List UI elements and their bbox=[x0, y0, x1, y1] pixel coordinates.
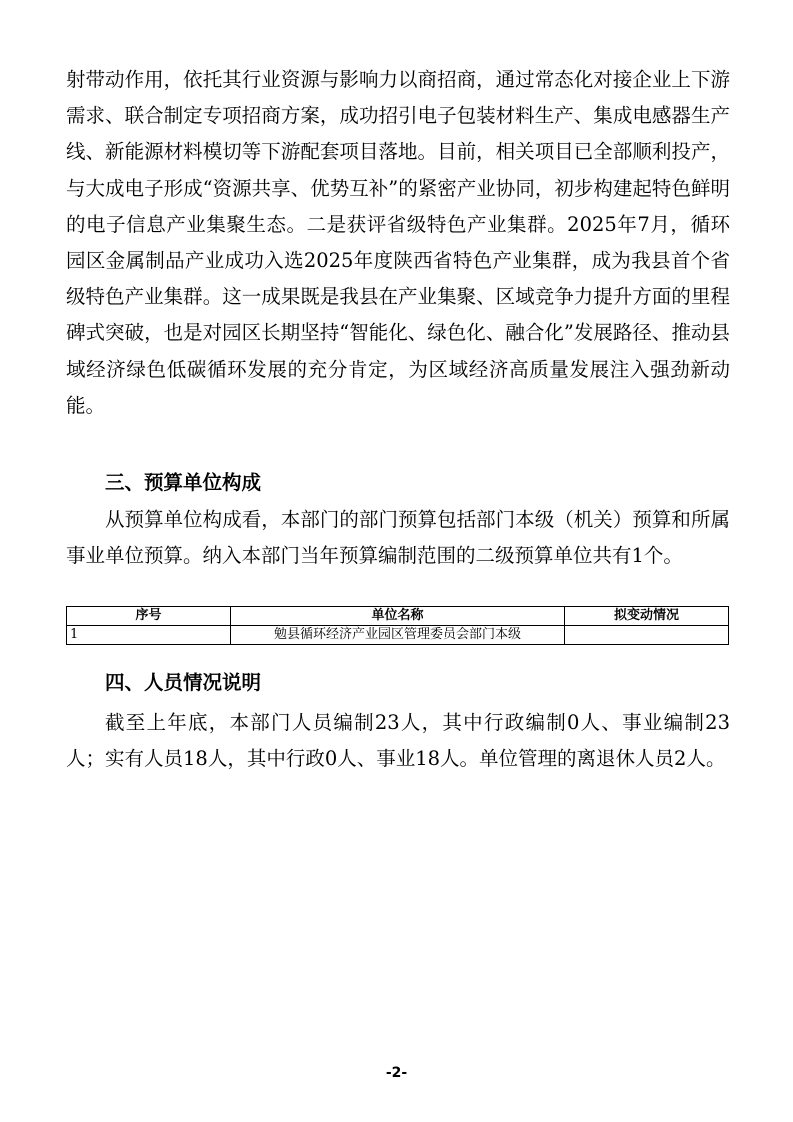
table-row bbox=[67, 626, 729, 645]
table-cell bbox=[565, 626, 729, 645]
table-header-row bbox=[67, 607, 729, 626]
section-heading-personnel: 四、人员情况说明 bbox=[105, 671, 262, 694]
column-header: 拟变动情况 bbox=[565, 607, 729, 626]
body-paragraph: 射带动作用，依托其行业资源与影响力以商招商，通过常态化对接企业上下游需求、联合制定专项招商方案，成功招引电子包装材料生产、集成电感器生产线、新能源材料模切等下游配套项目落地。目前，相关项目已全部顺利投产，与大成电子形成“资源共享、优势互补”的紧密产业协同，初步构建起特色鲜明的电子信息产业集聚生态。二是获评省级特色产业集群。2025年7月，循环园区金属制品产业成功入选2025年度陕西省特色产业集群，成为我县首个省级特色产业集群。这一成果既是我县在产业集聚、区域竞争力提升方面的里程碑式突破，也是对园区长期坚持“智能化、绿色化、融合化”发展路径、推动县域经济绿色低碳循环发展的充分肯定，为区域经济高质量发展注入强劲新动能。 bbox=[66, 68, 730, 417]
table-cell: 1 bbox=[67, 626, 231, 645]
section-heading-budget-units: 三、预算单位构成 bbox=[105, 471, 262, 494]
page-number: -2- bbox=[385, 1065, 408, 1081]
column-header: 单位名称 bbox=[231, 607, 565, 626]
table-cell: 勉县循环经济产业园区管理委员会部门本级 bbox=[231, 626, 565, 645]
budget-units-table bbox=[66, 606, 729, 645]
column-header: 序号 bbox=[67, 607, 231, 626]
body-paragraph: 从预算单位构成看，本部门的部门预算包括部门本级（机关）预算和所属事业单位预算。纳入本部门当年预算编制范围的二级预算单位共有1个。 bbox=[66, 508, 730, 568]
body-paragraph: 截至上年底，本部门人员编制23人，其中行政编制0人、事业编制23人；实有人员18人，其中行政0人、事业18人。单位管理的离退休人员2人。 bbox=[66, 711, 730, 771]
